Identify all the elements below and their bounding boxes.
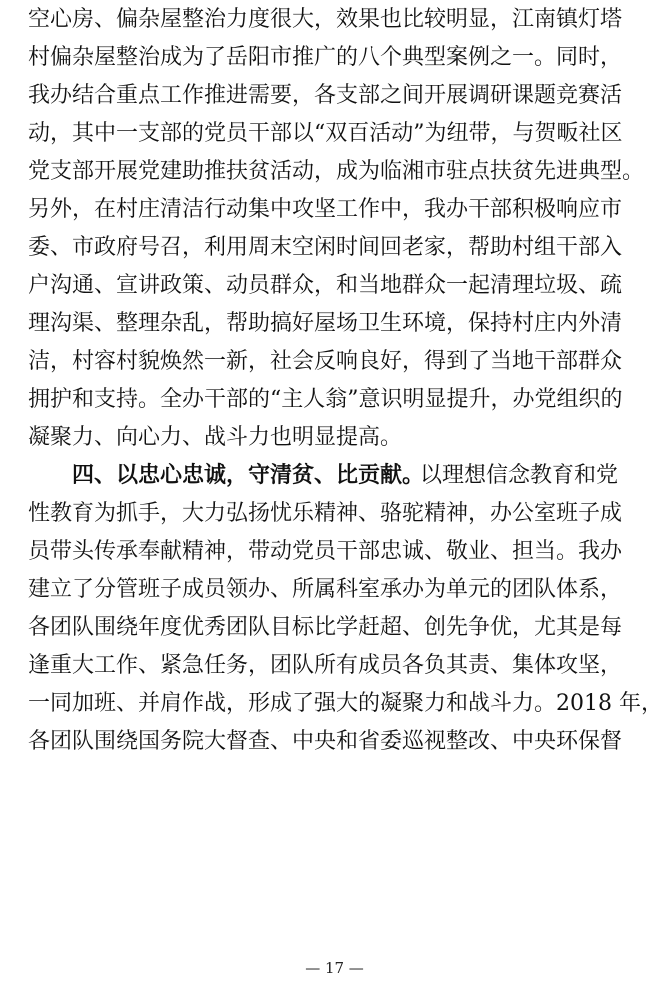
line-text: 建立了分管班子成员领办、所属科室承办为单元的团队体系， (28, 577, 623, 602)
line-text: 委、市政府号召，利用周末空闲时间回老家，帮助村组干部入 (28, 235, 623, 260)
line-text: 一同加班、并肩作战，形成了强大的凝聚力和战斗力。2018 年， (28, 691, 663, 716)
text-line (0, 0, 669, 40)
line-text: 逢重大工作、紧急任务，团队所有成员各负其责、集体攻坚， (28, 653, 623, 678)
text-line (0, 38, 669, 78)
line-text: 性教育为抓手，大力弘扬忧乐精神、骆驼精神，办公室班子成 (28, 501, 623, 526)
text-line (0, 152, 669, 192)
text-line (0, 380, 669, 420)
line-text: 理沟渠、整理杂乱，帮助搞好屋场卫生环境，保持村庄内外清 (28, 311, 623, 336)
line-text: 空心房、偏杂屋整治力度很大，效果也比较明显，江南镇灯塔 (28, 7, 623, 32)
page-number: — 17 — (305, 959, 364, 977)
text-line (0, 304, 669, 344)
section-heading: 四、以忠心忠诚，守清贫、比贡献。 (72, 463, 425, 488)
line-text: 凝聚力、向心力、战斗力也明显提高。 (28, 425, 403, 450)
line-text: 拥护和支持。全办干部的“主人翁”意识明显提升，办党组织的 (28, 387, 623, 412)
line-text: 各团队围绕国务院大督查、中央和省委巡视整改、中央环保督 (28, 729, 623, 754)
line-text: 村偏杂屋整治成为了岳阳市推广的八个典型案例之一。同时， (28, 45, 623, 70)
text-line (0, 266, 669, 306)
line-text: 各团队围绕年度优秀团队目标比学赶超、创先争优，尤其是每 (28, 615, 623, 640)
line-text: 户沟通、宣讲政策、动员群众，和当地群众一起清理垃圾、疏 (28, 273, 623, 298)
text-line (0, 494, 669, 534)
text-line (0, 76, 669, 116)
line-text: 我办结合重点工作推进需要，各支部之间开展调研课题竞赛活 (28, 83, 623, 108)
text-line (0, 532, 669, 572)
section-heading-line (0, 456, 669, 496)
text-line (0, 418, 669, 458)
line-text: 动，其中一支部的党员干部以“双百活动”为纽带，与贺畈社区 (28, 121, 623, 146)
text-line (0, 684, 669, 724)
text-line (0, 114, 669, 154)
text-line (0, 228, 669, 268)
text-line (0, 722, 669, 762)
line-text: 洁，村容村貌焕然一新，社会反响良好，得到了当地干部群众 (28, 349, 623, 374)
text-line (0, 342, 669, 382)
text-line (0, 646, 669, 686)
line-text: 党支部开展党建助推扶贫活动，成为临湘市驻点扶贫先进典型。 (28, 159, 645, 184)
text-line (0, 190, 669, 230)
line-text: 以理想信念教育和党 (420, 463, 619, 488)
line-text: 员带头传承奉献精神，带动党员干部忠诚、敬业、担当。我办 (28, 539, 623, 564)
line-text: 另外，在村庄清洁行动集中攻坚工作中，我办干部积极响应市 (28, 197, 623, 222)
text-line (0, 570, 669, 610)
text-line (0, 608, 669, 648)
